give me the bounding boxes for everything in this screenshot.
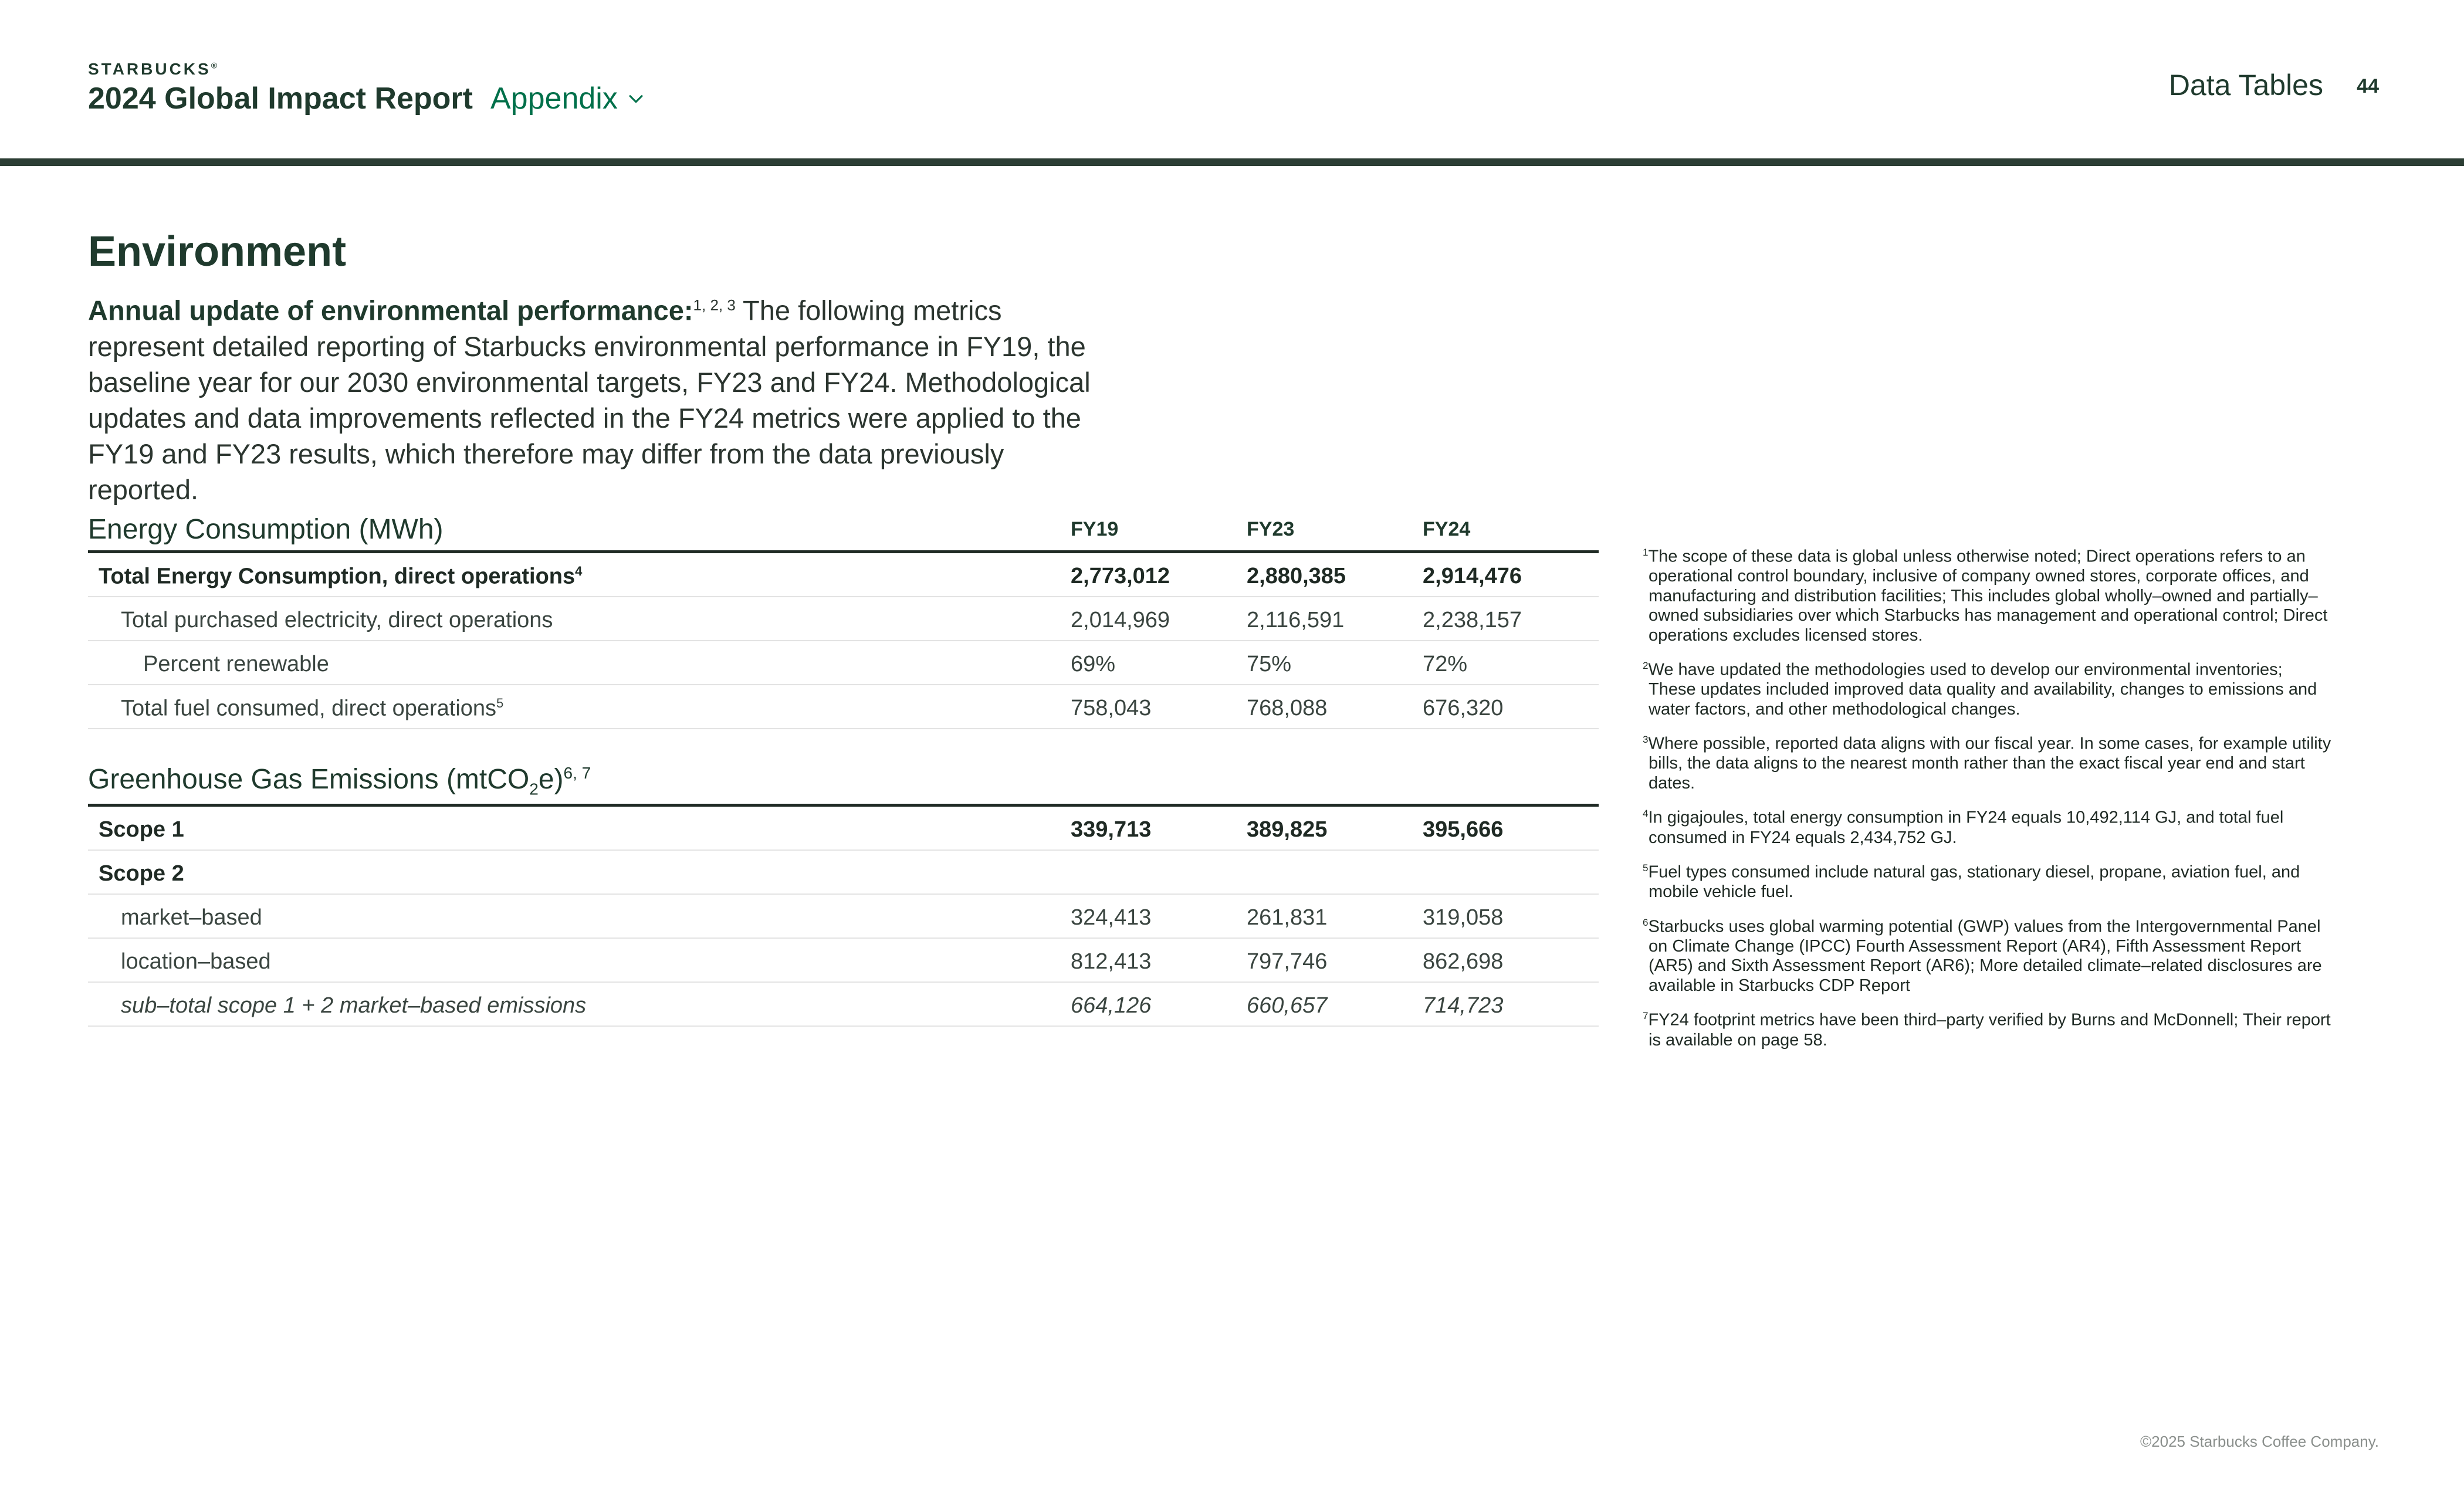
table-row bbox=[88, 895, 1599, 939]
row-label: Total Energy Consumption, direct operations$^4$ bbox=[99, 564, 583, 589]
intro-text: The following metrics represent detailed reporting of Starbucks environmental performance in FY19, the baseline year for our 2030 environmental targets, FY23 and FY24. Methodological updates and data improvements reflected in the FY24 metrics were applied to the FY19 and FY23 results, which therefore may differ from the data previously reported. bbox=[88, 295, 1091, 505]
chevron-down-icon bbox=[626, 89, 646, 109]
footnote: $^1$The scope of these data is global unless otherwise noted; Direct operations refers to an operational control boundary, inclusive of company owned stores, corporate offices, and manufacturing and distribution facilities; This includes global wholly–owned and partially–owned subsidiaries over which Starbucks has management and operational control; Direct operations excludes licensed stores. bbox=[1643, 547, 2328, 645]
energy-table-title: Energy Consumption (MWh) bbox=[88, 514, 444, 545]
cell-fy23: 75% bbox=[1247, 652, 1292, 676]
cell-fy24: 395,666 bbox=[1423, 817, 1504, 842]
row-label: Total purchased electricity, direct operations bbox=[121, 608, 553, 632]
table-row bbox=[88, 553, 1599, 597]
cell-fy23: 768,088 bbox=[1247, 696, 1328, 720]
table-row bbox=[88, 641, 1599, 685]
row-label: sub–total scope 1 + 2 market–based emissions bbox=[121, 993, 587, 1018]
footnote: $^7$FY24 footprint metrics have been third–party verified by Burns and McDonnell; Their report is available on page 58. bbox=[1643, 1010, 2331, 1050]
intro-lead: Annual update of environmental performance: bbox=[88, 295, 693, 326]
header-divider bbox=[0, 158, 2464, 166]
cell-fy19: 2,773,012 bbox=[1071, 564, 1170, 588]
cell-fy19: 758,043 bbox=[1071, 696, 1152, 720]
cell-fy19: 812,413 bbox=[1071, 949, 1152, 974]
footnotes bbox=[1643, 543, 2332, 1061]
footnote: $^4$In gigajoules, total energy consumption in FY24 equals 10,492,114 GJ, and total fuel consumed in FY24 equals 2,434,752 GJ. bbox=[1643, 808, 2284, 847]
cell-fy24: 319,058 bbox=[1423, 905, 1504, 930]
table-row bbox=[88, 685, 1599, 729]
row-label: Scope 2 bbox=[99, 861, 184, 886]
section-name: Data Tables bbox=[2168, 69, 2323, 101]
energy-table bbox=[88, 508, 1599, 729]
footnote: $^5$Fuel types consumed include natural gas, stationary diesel, propane, aviation fuel, and mobile vehicle fuel. bbox=[1643, 862, 2300, 902]
table-row bbox=[88, 983, 1599, 1027]
ghg-table-header bbox=[88, 761, 1599, 807]
section-title: Environment bbox=[88, 228, 347, 275]
page-number: 44 bbox=[2357, 75, 2379, 97]
table-row bbox=[88, 807, 1599, 851]
cell-fy24: 72% bbox=[1423, 652, 1468, 676]
cell-fy24: 714,723 bbox=[1423, 993, 1504, 1018]
table-row bbox=[88, 939, 1599, 983]
cell-fy19: 324,413 bbox=[1071, 905, 1152, 930]
table-row bbox=[88, 597, 1599, 641]
cell-fy23: 660,657 bbox=[1247, 993, 1328, 1018]
cell-fy19: 339,713 bbox=[1071, 817, 1152, 842]
column-header-fy24: FY24 bbox=[1423, 518, 1471, 540]
cell-fy23: 261,831 bbox=[1247, 905, 1328, 930]
cell-fy23: 2,116,591 bbox=[1247, 608, 1345, 632]
column-header-fy23: FY23 bbox=[1247, 518, 1295, 540]
footnote: $^2$We have updated the methodologies used to develop our environmental inventories; These updates included improved data quality and availability, changes to emissions and water factors, and other methodological changes. bbox=[1643, 660, 2317, 719]
footnote: $^6$Starbucks uses global warming potential (GWP) values from the Intergovernmental Panel on Climate Change (IPCC) Fourth Assessment Report (AR4), Fifth Assessment Report (AR5) and Sixth Assessment Report (AR6); More detailed climate–related disclosures are available in Starbucks CDP Report bbox=[1643, 916, 2322, 995]
intro-paragraph bbox=[88, 287, 1121, 507]
cell-fy24: 2,238,157 bbox=[1423, 608, 1522, 632]
energy-table-header bbox=[88, 508, 1599, 553]
table-row bbox=[88, 851, 1599, 895]
row-label: market–based bbox=[121, 905, 262, 930]
row-label: Total fuel consumed, direct operations$^5$ bbox=[121, 696, 504, 721]
copyright: ©2025 Starbucks Coffee Company. bbox=[2140, 1433, 2379, 1450]
cell-fy23: 797,746 bbox=[1247, 949, 1328, 974]
cell-fy19: 664,126 bbox=[1071, 993, 1152, 1018]
appendix-label: Appendix bbox=[490, 82, 618, 116]
cell-fy23: 2,880,385 bbox=[1247, 564, 1346, 588]
ghg-emissions-table bbox=[88, 761, 1599, 1027]
cell-fy23: 389,825 bbox=[1247, 817, 1328, 842]
cell-fy19: 69% bbox=[1071, 652, 1116, 676]
page-header bbox=[0, 0, 2464, 167]
cell-fy24: 676,320 bbox=[1423, 696, 1504, 720]
row-label: Percent renewable bbox=[143, 652, 329, 676]
row-label: Scope 1 bbox=[99, 817, 184, 842]
intro-footnote-refs: 1, 2, 3 bbox=[693, 296, 736, 314]
footnote: $^3$Where possible, reported data aligns with our fiscal year. In some cases, for example utility bills, the data aligns to the nearest month rather than the exact fiscal year end and start dates. bbox=[1643, 734, 2331, 793]
starbucks-wordmark: STARBUCKS® bbox=[88, 60, 220, 78]
appendix-menu[interactable] bbox=[490, 81, 646, 116]
cell-fy24: 862,698 bbox=[1423, 949, 1504, 974]
ghg-table-title: Greenhouse Gas Emissions (mtCO$_2$e)$^{6, 7}$ bbox=[88, 764, 591, 798]
report-title: 2024 Global Impact Report bbox=[88, 82, 473, 116]
cell-fy24: 2,914,476 bbox=[1423, 564, 1522, 588]
column-header-fy19: FY19 bbox=[1071, 518, 1119, 540]
cell-fy19: 2,014,969 bbox=[1071, 608, 1170, 632]
row-label: location–based bbox=[121, 949, 271, 974]
